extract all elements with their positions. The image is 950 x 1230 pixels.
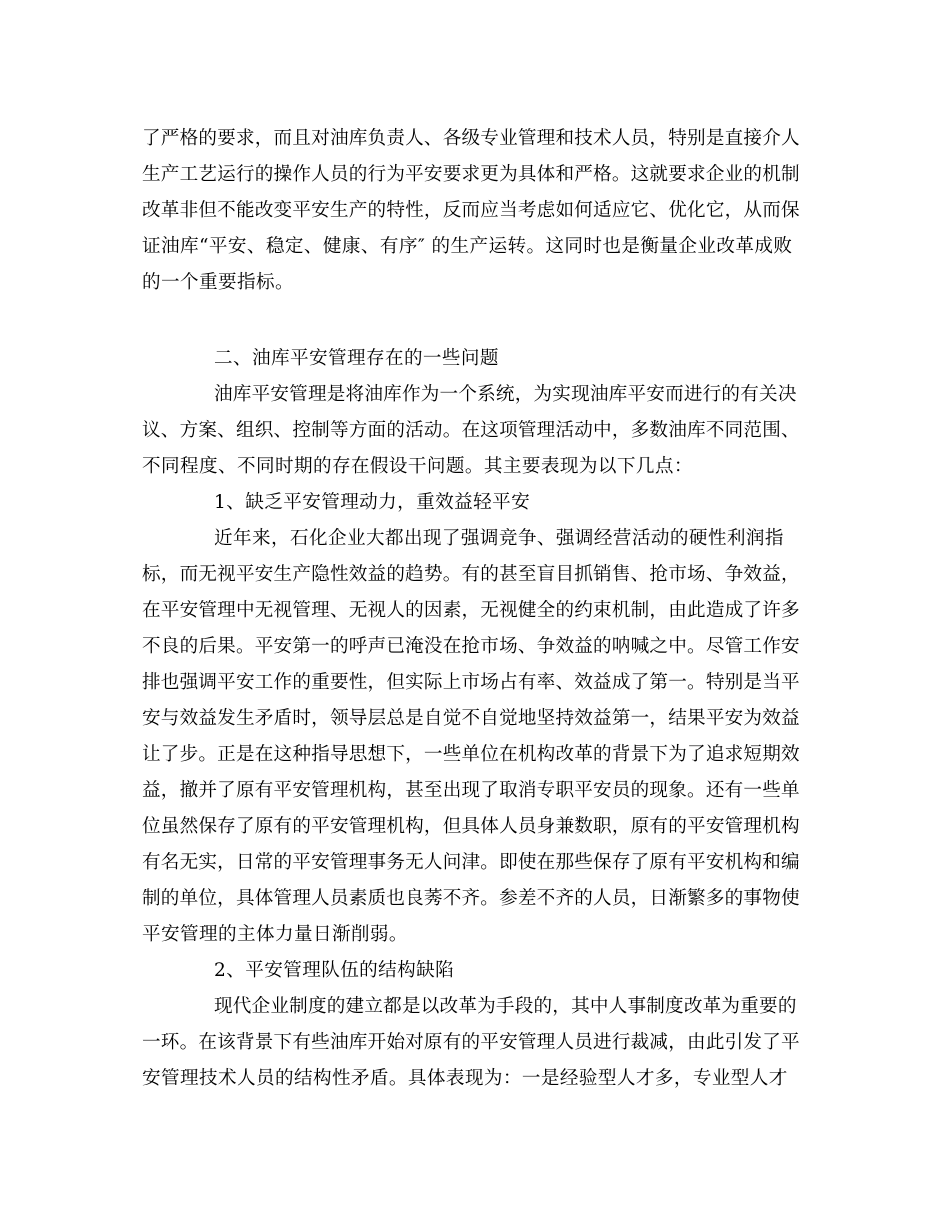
paragraph-1-line-5: 的一个重要指标。: [142, 272, 294, 293]
paragraph-2-line-1: 油库平安管理是将油库作为一个系统，为实现油库平安而进行的有关决: [214, 384, 797, 405]
paragraph-3-line-4: 不良的后果。平安第一的呼声已淹没在抢市场、争效益的呐喊之中。尽管工作安: [142, 636, 800, 657]
paragraph-2-line-3: 不同程度、不同时期的存在假设干问题。其主要表现为以下几点：: [142, 456, 693, 477]
paragraph-4-line-2: 一环。在该背景下有些油库开始对原有的平安管理人员进行裁减，由此引发了平: [142, 1032, 800, 1053]
paragraph-4-line-3: 安管理技术人员的结构性矛盾。具体表现为：一是经验型人才多，专业型人才: [142, 1068, 788, 1089]
subheading-1: 1、缺乏平安管理动力，重效益轻平安: [214, 492, 531, 513]
paragraph-3-line-8: 益，撤并了原有平安管理机构，甚至出现了取消专职平安员的现象。还有一些单: [142, 780, 800, 801]
paragraph-1-line-2: 生产工艺运行的操作人员的行为平安要求更为具体和严格。这就要求企业的机制: [142, 164, 800, 185]
paragraph-1-line-1: 了严格的要求，而且对油库负责人、各级专业管理和技术人员，特别是直接介人: [142, 128, 800, 149]
paragraph-3-line-6: 安与效益发生矛盾时，领导层总是自觉不自觉地坚持效益第一，结果平安为效益: [142, 708, 800, 729]
paragraph-3-line-9: 位虽然保存了原有的平安管理机构，但具体人员身兼数职，原有的平安管理机构: [142, 816, 800, 837]
paragraph-1-line-4: 证油库“平安、稳定、健康、有序″ 的生产运转。这同时也是衡量企业改革成败: [142, 236, 793, 257]
paragraph-1-line-3: 改革非但不能改变平安生产的特性，反而应当考虑如何适应它、优化它，从而保: [142, 200, 800, 221]
paragraph-3-line-7: 让了步。正是在这种指导思想下，一些单位在机构改革的背景下为了追求短期效: [142, 744, 800, 765]
subheading-2: 2、平安管理队伍的结构缺陷: [214, 960, 455, 981]
paragraph-3-line-10: 有名无实，日常的平安管理事务无人问津。即使在那些保存了原有平安机构和编: [142, 852, 800, 873]
paragraph-3-line-12: 平安管理的主体力量日渐削弱。: [142, 924, 408, 945]
paragraph-3-line-3: 在平安管理中无视管理、无视人的因素，无视健全的约束机制，由此造成了许多: [142, 600, 800, 621]
paragraph-3-line-1: 近年来，石化企业大都出现了强调竞争、强调经营活动的硬性利润指: [214, 528, 784, 549]
paragraph-3-line-2: 标，而无视平安生产隐性效益的趋势。有的甚至盲目抓销售、抢市场、争效益，: [142, 564, 800, 585]
section-heading: 二、油库平安管理存在的一些问题: [214, 348, 499, 369]
paragraph-2-line-2: 议、方案、组织、控制等方面的活动。在这项管理活动中，多数油库不同范围、: [142, 420, 800, 441]
paragraph-3-line-5: 排也强调平安工作的重要性，但实际上市场占有率、效益成了第一。特别是当平: [142, 672, 800, 693]
paragraph-4-line-1: 现代企业制度的建立都是以改革为手段的，其中人事制度改革为重要的: [214, 996, 797, 1017]
paragraph-3-line-11: 制的单位，具体管理人员素质也良莠不齐。参差不齐的人员，日渐繁多的事物使: [142, 888, 800, 909]
